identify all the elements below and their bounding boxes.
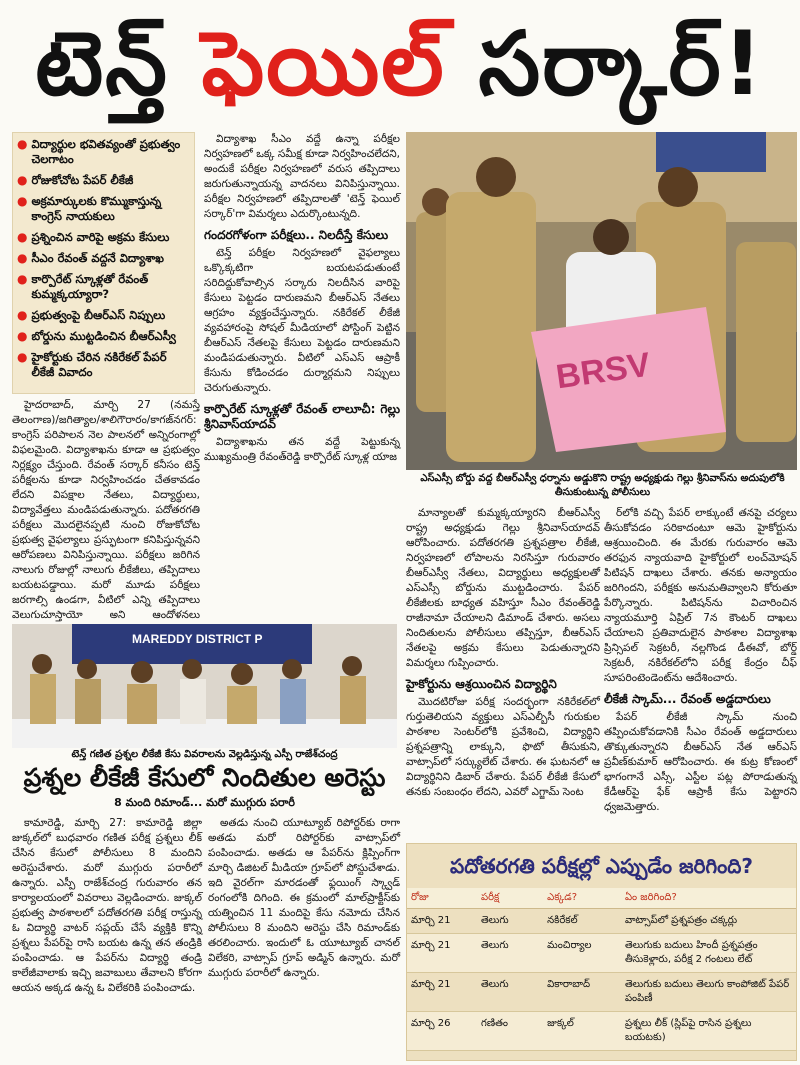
article-paragraph: మొదటిరోజు పరీక్ష సందర్భంగా నకిరేకల్‌లో గుర్తుతెలియని వ్యక్తులు ఎస్ఎల్బీసీ గురుకుల పాఠశాల సెంటర్‌లోకి ప్రవేశించి, విద్యార్థిని ప్రశ్నపత్రాన్ని లాక్కుని, ఫొటో తీసుకుని, వాట్సాప్‌లో సర్క్యులేట్ చేశారు. ఈ ఘటనలో ఆ విద్యార్థినిని డిబార్ చేశారు. పేపర్ లీకేజీ కేసులో తనకు సంబంధం లేదని, ఎవరో ఎగ్జామ్ సెంట <box>406 696 600 798</box>
section-heading: లీకేజీ స్కామ్... రేవంత్ అడ్డదారులు <box>604 692 771 706</box>
table-row <box>407 909 796 934</box>
arrest-column-b <box>208 816 400 1061</box>
protest-photo-caption: ఎస్ఎస్సీ బోర్డు వద్ద బీఆర్ఎస్వీ ధర్నాను అడ్డుకొని రాష్ట్ర అధ్యక్షుడు గెల్లు శ్రీనివాస్‌ను అదుపులోకి తీసుకుంటున్న పోలీసులు <box>420 473 785 498</box>
article-column-4 <box>604 506 797 841</box>
protest-photo-image <box>406 132 797 470</box>
section-heading: కార్పొరేట్ స్కూళ్లతో రేవంత్ లాలూచీ: గెల్లు శ్రీనివాస్‌యాదవ్ <box>204 402 400 431</box>
bullet-icon: ● <box>17 329 28 343</box>
highlight-item: ● విద్యార్థుల భవితవ్యంతో ప్రభుత్వం చెలగాటం <box>17 137 181 166</box>
highlight-item: ● కార్పొరేట్ స్కూళ్లతో రేవంత్ కుమ్మక్కయ్యారా? <box>17 272 149 301</box>
table-cell: తెలుగుకు బదులు తెలుగు కాంపోజిట్ పేపర్ పంపిణీ <box>621 973 796 1012</box>
table-header-cell: ఏం జరిగింది? <box>621 888 796 909</box>
highlight-item: ● రోజుకోచోట పేపర్ లీకేజీ <box>17 173 134 187</box>
arrest-story-subtitle: 8 మంది రిమాండ్... మరో ముగ్గురు పరారీ <box>114 796 295 809</box>
table-header-row <box>407 888 796 909</box>
article-paragraph: విద్యాశాఖను తన వద్దే పెట్టుకున్న ముఖ్యమంత్రి రేవంత్‌రెడ్డి కార్పొరేట్ స్కూళ్ల యాజ <box>204 436 400 463</box>
headline <box>0 0 800 128</box>
table-cell: గణితం <box>477 1012 543 1051</box>
bullet-icon: ● <box>17 272 28 286</box>
bullet-icon: ● <box>17 173 28 187</box>
article-paragraph: టెన్త్ పరీక్షల నిర్వహణలో వైఫల్యాలు ఒక్కొక్కటిగా బయటపడుతుంటే సరిదిద్దుకోవాల్సిన సర్కారు నిలదీసిన వారిపై కేసులు పెట్టడం దారుణమని బీఆర్ఎస్ నేతలు ఆగ్రహం వ్యక్తంచేస్తున్నారు. నకిరేకల్ లీకేజీ వ్యవహారంపై సోషల్ మీడియాలో పోస్టింగ్ పెట్టిన బీఆర్ఎస్ నేతలపై కేసులు పెట్టడం దారుణమని మండిపడుతున్నారు. వీటిలో ఎస్ఎస్ ఆప్రాకీ కేసును కోడించడం దుర్మార్గమని నిప్పులు చెరుగుతున్నారు. <box>204 247 400 394</box>
table-cell: వాట్సాప్‌లో ప్రశ్నపత్రం చక్కర్లు <box>621 909 796 934</box>
section-heading: గందరగోళంగా పరీక్షలు.. నిలదీస్తే కేసులు <box>204 228 389 242</box>
table-cell: జుక్కల్ <box>543 1012 621 1051</box>
table-row <box>407 973 796 1012</box>
article-paragraph: హైదరాబాద్, మార్చి 27 (నమస్తే తెలంగాణ)/జగిత్యాల/శాలిగౌరారం/కాగజ్‌నగర్: కాంగ్రెస్ పరిపాలన నెల పాలనలో అన్నిరంగాల్లో విఫలమైంది. విద్యాశాఖను కూడా ఆ ప్రభుత్వం నిర్లక్ష్యం చేస్తుంది. రేవంత్ సర్కార్ కనీసం టెన్త్ పరీక్షలను కూడా నిర్వహించడం చేతకావడం లేదని విపక్షాల నేతలు, విద్యార్థులు, విద్యావేత్తలు మండిపడుతున్నారు. పదోతరగతి పరీక్షలు మొదలైనప్పటి నుంచి రోజుకోచోట ప్రభుత్వ వైఫల్యాలు ప్రస్ఫుటంగా కనిపిస్తున్నవని ఆరోపణలు వినిపిస్తున్నాయి. పరీక్షలు జరిగిన నాలుగు రోజుల్లో నాలుగు లీకేజీలు, తప్పిదాలు బయటపడ్డాయి. మరో మూడు పరీక్షలు జరగాల్సి ఉండగా, వీటిలో ఎన్ని తప్పిదాలు వెలుగుచూస్తాయో అని ఆందోళనలు <box>12 399 200 621</box>
article-column-1 <box>12 398 200 620</box>
table-header-cell: పరీక్ష <box>477 888 543 909</box>
article-paragraph: పేపర్ లీకేజీ స్కామ్ నుంచి తప్పించుకోవడానికి సీఎం రేవంత్ అడ్డదారులు తొక్కుతున్నారని బీఆర్ఎస్ నేత ఆర్ఎస్ ప్రవీణ్‌కుమార్ ఆరోపించారు. ఈ కుట్ర కోణంలో భాగంగానే ఎస్సీ, ఎస్టీల పట్ల పోరాడుతున్న కేడీఆర్‌పై ఫేక్ ఆప్రాకీ కేసు పెట్టారని ధ్వజమెత్తారు. <box>604 711 797 813</box>
headline-part-1: టెన్త్ <box>35 12 169 115</box>
banner-text: MAREDDY DISTRICT P <box>132 632 263 646</box>
article-column-2 <box>204 132 400 622</box>
highlight-item: ● ప్రభుత్వంపై బీఆర్ఎస్ నిప్పులు <box>17 308 166 322</box>
bullet-icon: ● <box>17 194 28 208</box>
bullet-icon: ● <box>17 137 28 151</box>
bullet-icon: ● <box>17 230 28 244</box>
article-paragraph: ర్‌లోకి వచ్చి పేపర్ లాక్కుంటే తనపై చర్యలు తీసుకోవడం సరికాదంటూ ఆమె హైకోర్టును ఆశ్రయించింది. ఈ మేరకు గురువారం ఆమె తరఫున న్యాయవాది హైకోర్టులో లంచ్‌మోషన్ పిటిషన్ దాఖలు చేశారు. తనకు అన్యాయం జరిగిందని, పరీక్షకు అనుమతివ్వాలని కోరుతూ పేర్కొన్నారు. పిటిషన్‌ను విచారించిన న్యాయమూర్తి ఏప్రిల్ 7న కౌంటర్ దాఖలు చేయాలని ప్రతివాదులైన పాఠశాల విద్యాశాఖ ప్రిన్సిపల్ సెక్రటరీ, నల్లగొండ డీఈవో, బోర్డ్ సెక్రటరీ, నకిరేకల్‌లోని పరీక్ష కేంద్రం చీఫ్ సూపరింటెండెంట్‌ను ఆదేశించారు. <box>604 507 797 684</box>
table-cell: తెలుగు <box>477 934 543 973</box>
highlight-item: ● ప్రశ్నించిన వారిపై అక్రమ కేసులు <box>17 230 170 244</box>
table-cell: మార్చి 26 <box>407 1012 477 1051</box>
highlight-item: ● హైకోర్టుకు చేరిన నకిరేకల్ పేపర్ లీకేజీ వివాదం <box>17 350 167 379</box>
headline-part-3: సర్కార్! <box>478 12 765 115</box>
highlight-item: ● అక్రమార్కులకు కొమ్ముకాస్తున్న కాంగ్రెస్ నాయకులు <box>17 194 162 223</box>
table-header-cell: ఎక్కడ? <box>543 888 621 909</box>
bullet-icon: ● <box>17 350 28 364</box>
table-cell: నకిరేకల్ <box>543 909 621 934</box>
bullet-icon: ● <box>17 251 28 265</box>
headline-part-2: ఫెయిల్ <box>201 12 446 115</box>
table-header-cell: రోజు <box>407 888 477 909</box>
table-cell: వికారాబాద్ <box>543 973 621 1012</box>
article-paragraph: విద్యాశాఖ సీఎం వద్దే ఉన్నా పరీక్షల నిర్వహణలో ఒక్క సమీక్ష కూడా నిర్వహించలేదని, అందుకే పరీక్షల నిర్వహణలో వరుస తప్పిదాలు జరుగుతున్నాయన్న వాదనలు వినిపిస్తున్నాయి. పరీక్షల నిర్వహణలో తప్పిదాలతో 'టెన్త్ ఫెయిల్ సర్కార్'గా విమర్శలు ఎదుర్కొంటున్నది. <box>204 133 400 220</box>
exam-incidents-title: పదోతరగతి పరీక్షల్లో ఎప్పుడేం జరిగింది? <box>449 854 754 878</box>
press-meet-photo <box>12 624 397 748</box>
section-heading: హైకోర్టును ఆశ్రయించిన విద్యార్థిని <box>406 677 557 691</box>
banner-text: BRSV <box>553 345 653 397</box>
bullet-icon: ● <box>17 308 28 322</box>
table-cell: మార్చి 21 <box>407 973 477 1012</box>
article-paragraph: మాన్యాలతో కుమ్మక్కయ్యారని బీఆర్ఎస్వీ రాష్ట్ర అధ్యక్షుడు గెల్లు శ్రీనివాస్‌యాదవ్ ఆరోపించారు. పదోతరగతి ప్రశ్నపత్రాల లీకేజీ, నిర్వహణలో లోపాలను నిరసిస్తూ గురువారం బీఆర్ఎస్వీ నేతలు, విద్యార్థులు అధ్యక్షులతో ఎస్ఎస్సీ బోర్డును ముట్టడించారు. పేపర్ లీకేజీలకు బాధ్యత వహిస్తూ సీఎం రేవంత్‌రెడ్డి రాజీనామా చేయాలని డిమాండ్ చేశారు. అసలు నిందితులను పోలీసులు తప్పిస్తూ, బీఆర్ఎస్ నేతలపై అక్రమ కేసులు పెడుతున్నారని విమర్శలు గుప్పించారు. <box>406 507 600 669</box>
arrest-column-a <box>12 816 202 1061</box>
highlight-item: ● బోర్డును ముట్టడించిన బీఆర్ఎస్వీ <box>17 329 176 343</box>
article-paragraph: కామారెడ్డి, మార్చి 27: కామారెడ్డి జిల్లా జుక్కల్‌లో బుధవారం గణిత పరీక్ష ప్రశ్నలు లీక్ చేసిన కేసులో పోలీసులు 8 మందిని అరెస్టుచేశారు. మరో ముగ్గురు పరారీలో ఉన్నారు. ఎస్పీ రాజేశ్‌చంద్ర గురువారం తన కార్యాలయంలో వివరాలు వెల్లడించారు. జుక్కల్ ప్రభుత్వ పాఠశాలలో పదోతరగతి పరీక్ష రాస్తున్న ఓ విద్యార్థి వాటర్ సప్లయ్ చేసే వ్యక్తికి కొన్ని ప్రశ్నలు పేపర్‌పై రాసి బయట ఉన్న తన తండ్రికి పంపించాడు. ఆ పేపర్‌ను విద్యార్థి తండ్రి కాలేజీవాలాకు ఇచ్చి జవాబులు తేవాలని కోరగా ఆయన అక్కడ ఉన్న ఓ విలేకరికి పంపించాడు. <box>12 817 202 994</box>
highlights-box <box>12 132 195 394</box>
table-cell: తెలుగుకు బదులు హిందీ ప్రశ్నపత్రం తీసుకెళ్లారు, పరీక్ష 2 గంటలు లేట్ <box>621 934 796 973</box>
table-cell: మార్చి 21 <box>407 909 477 934</box>
article-paragraph: అతడు నుంచి యూట్యూబ్ రిపోర్టర్‌కు రాగా అతడు మరో రిపోర్టర్‌కు వాట్సాప్‌లో పంపించాడు. అతడు ఆ పేపర్‌ను క్లిప్పింగ్‌గా మార్చి డిజిటల్ మీడియా గ్రూప్‌లో పోస్టుచేశాడు. ఇది వైరల్‌గా మారడంతో ఫ్లయింగ్ స్క్వాడ్ రంగంలోకి దిగింది. ఈ క్రమంలో మాల్‌ప్రాక్టీస్‌కు యత్నించిన 11 మందిపై కేసు నమోదు చేసిన పోలీసులు 8 మందిని అరెస్టు చేసి రిమాండ్‌కు తరలించారు. ఇందులో ఓ యూట్యూబ్ చానల్ విలేకరి, వాట్సాప్ గ్రూప్ అడ్మిన్ ఉన్నారు. మరో ముగ్గురు పరారీలో ఉన్నారు. <box>208 817 400 979</box>
highlight-item: ● సీఎం రేవంత్ వద్దనే విద్యాశాఖ <box>17 251 164 265</box>
table-cell: తెలుగు <box>477 973 543 1012</box>
table-cell: మంచిర్యాల <box>543 934 621 973</box>
exam-incidents-table <box>407 888 796 1051</box>
press-meet-photo-caption: టెన్త్ గణిత ప్రశ్నల లీకేజీ కేసు వివరాలను వెల్లడిస్తున్న ఎస్పీ రాజేశ్‌చంద్ర <box>71 749 338 760</box>
exam-incidents-box <box>406 843 797 1061</box>
table-row <box>407 934 796 973</box>
table-cell: ప్రశ్నలు లీక్ (స్లిప్‌పై రాసిన ప్రశ్నలు బయటకు) <box>621 1012 796 1051</box>
protest-photo <box>406 132 797 470</box>
table-cell: తెలుగు <box>477 909 543 934</box>
article-column-3 <box>406 506 600 841</box>
arrest-story-title: ప్రశ్నల లీకేజీ కేసులో నిందితుల అరెస్టు <box>23 763 386 792</box>
table-row <box>407 1012 796 1051</box>
table-cell: మార్చి 21 <box>407 934 477 973</box>
